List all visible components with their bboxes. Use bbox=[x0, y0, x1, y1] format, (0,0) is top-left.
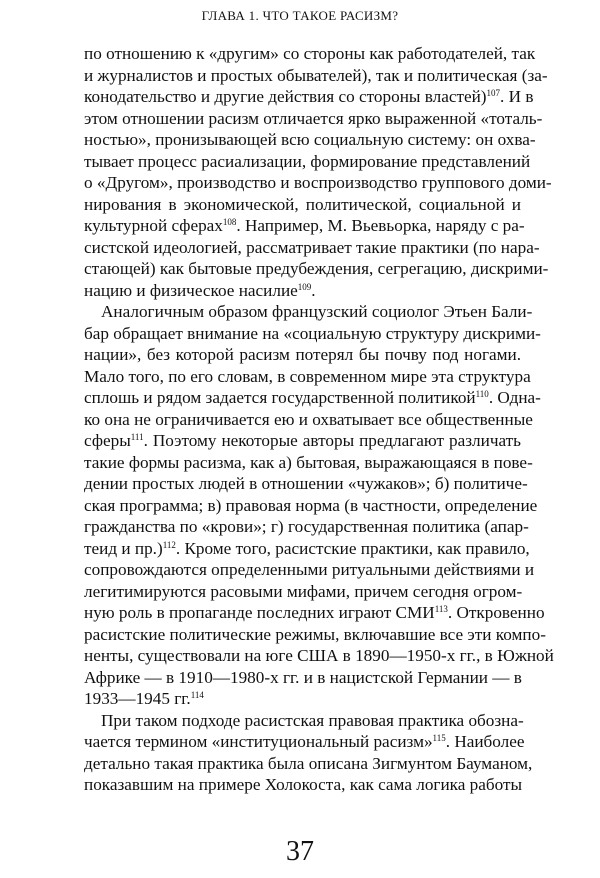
text-line bbox=[84, 129, 536, 151]
line-text: этом отношении расизм отличается ярко выраженной «тоталь- bbox=[84, 108, 543, 128]
text-line bbox=[84, 516, 529, 538]
text-line bbox=[84, 667, 521, 689]
line-text: культурной сферах bbox=[84, 216, 223, 235]
line-text: нации», без которой расизм потерял бы почву под ногами. bbox=[84, 345, 521, 364]
text-line bbox=[84, 624, 546, 646]
line-text: сплошь и рядом задается государственной политикой bbox=[84, 388, 476, 407]
line-text-continued: . bbox=[311, 280, 316, 300]
page-number: 37 bbox=[286, 836, 314, 867]
line-text: ностью», пронизывающей всю социальную систему: он охва- bbox=[84, 130, 536, 149]
text-line bbox=[84, 301, 533, 323]
footnote-ref: 107 bbox=[486, 88, 501, 98]
line-text-continued: . И в bbox=[500, 87, 534, 106]
footnote-ref: 113 bbox=[434, 604, 448, 614]
text-line bbox=[84, 559, 535, 581]
text-line bbox=[84, 774, 521, 796]
body-text bbox=[84, 43, 554, 796]
line-text: сферы bbox=[84, 431, 131, 450]
text-line bbox=[84, 731, 525, 753]
text-line bbox=[84, 495, 538, 517]
line-text-continued: . Кроме того, расистские практики, как правило, bbox=[175, 538, 530, 558]
line-text: нирования в экономической, политической, социальной и bbox=[84, 194, 521, 214]
line-text: конодательство и другие действия со стороны властей) bbox=[84, 87, 487, 106]
line-text: 1933—1945 гг. bbox=[84, 689, 191, 708]
footnote-ref: 109 bbox=[297, 281, 312, 292]
line-text-continued: . Например, М. Вьевьорка, наряду с ра- bbox=[236, 216, 525, 235]
line-text-continued: . Наиболее bbox=[445, 732, 525, 751]
text-line bbox=[84, 688, 521, 710]
line-text: о «Другом», производство и воспроизводство группового доми- bbox=[84, 173, 552, 192]
text-line bbox=[84, 65, 548, 87]
line-text: тывает процесс расиализации, формирование представлений bbox=[84, 151, 531, 171]
running-head: ГЛАВА 1. ЧТО ТАКОЕ РАСИЗМ? bbox=[201, 8, 399, 23]
text-line bbox=[84, 172, 552, 194]
line-text: ненты, существовали на юге США в 1890—1950-х гг., в Южной bbox=[84, 646, 554, 665]
text-line bbox=[84, 602, 545, 624]
line-text: расистские политические режимы, включавшие все эти компо- bbox=[84, 624, 546, 644]
text-line bbox=[84, 366, 531, 388]
line-text: стающей) как бытовые предубеждения, сегрегацию, дискрими- bbox=[84, 259, 549, 278]
line-text: ская программа; в) правовая норма (в частности, определение bbox=[84, 495, 538, 515]
footnote-ref: 115 bbox=[432, 733, 446, 743]
text-line bbox=[84, 86, 534, 108]
line-text: легитимируются расовыми мифами, причем сегодня огром- bbox=[84, 581, 523, 601]
text-line bbox=[84, 409, 533, 431]
text-line bbox=[84, 430, 521, 452]
text-line bbox=[84, 215, 525, 237]
line-text: нацию и физическое насилие bbox=[84, 280, 298, 300]
text-line bbox=[84, 753, 533, 775]
footnote-ref: 110 bbox=[475, 389, 489, 399]
line-text: теид и пр.) bbox=[84, 538, 163, 558]
text-line bbox=[84, 538, 530, 560]
line-text: показавшим на примере Холокоста, как сама логика работы bbox=[84, 775, 523, 794]
footnote-ref: 108 bbox=[222, 217, 237, 227]
line-text: Мало того, по его словам, в современном мире эта структура bbox=[84, 366, 531, 386]
footnote-ref: 112 bbox=[162, 539, 176, 550]
text-line bbox=[84, 344, 521, 366]
line-text: систской идеологией, рассматривает такие практики (по нара- bbox=[84, 237, 540, 257]
line-text-continued: . Одна- bbox=[488, 388, 541, 407]
line-text: такие формы расизма, как а) бытовая, выражающаяся в пове- bbox=[84, 452, 533, 472]
text-line bbox=[84, 237, 540, 259]
text-line bbox=[84, 710, 524, 732]
text-line bbox=[84, 387, 541, 409]
footnote-ref: 114 bbox=[190, 690, 204, 700]
line-text: бар обращает внимание на «социальную структуру дискрими- bbox=[84, 323, 541, 343]
text-line bbox=[84, 108, 543, 130]
line-text-continued: . Поэтому некоторые авторы предлагают различать bbox=[143, 431, 521, 450]
text-line bbox=[84, 581, 521, 603]
line-text: При таком подходе расистская правовая практика обозна- bbox=[101, 710, 524, 730]
line-text: и журналистов и простых обывателей), так и политическая (за- bbox=[84, 65, 548, 85]
text-line bbox=[84, 280, 521, 302]
line-text: ную роль в пропаганде последних играют СМИ bbox=[84, 603, 435, 622]
line-text: детально такая практика была описана Зигмунтом Бауманом, bbox=[84, 753, 533, 773]
line-text: сопровождаются определенными ритуальными действиями и bbox=[84, 560, 535, 579]
text-line bbox=[84, 258, 549, 280]
line-text: Аналогичным образом французский социолог Этьен Бали- bbox=[101, 302, 533, 321]
text-line bbox=[84, 323, 541, 345]
line-text: гражданства по «крови»; г) государственная политика (апар- bbox=[84, 517, 529, 536]
line-text: чается термином «институциональный расизм» bbox=[84, 732, 433, 751]
text-line bbox=[84, 43, 536, 65]
line-text: по отношению к «другим» со стороны как работодателей, так bbox=[84, 44, 536, 63]
text-line bbox=[84, 645, 554, 667]
line-text: Африке — в 1910—1980-х гг. и в нацистской Германии — в bbox=[84, 667, 522, 687]
text-line bbox=[84, 151, 531, 173]
text-line bbox=[84, 452, 533, 474]
text-line bbox=[84, 473, 528, 495]
line-text: ко она не ограничивается ею и охватывает все общественные bbox=[84, 409, 533, 429]
line-text: дении простых людей в отношении «чужаков»; б) политиче- bbox=[84, 474, 528, 493]
footnote-ref: 111 bbox=[130, 432, 144, 442]
line-text-continued: . Откровенно bbox=[447, 603, 545, 622]
text-line bbox=[84, 194, 521, 216]
